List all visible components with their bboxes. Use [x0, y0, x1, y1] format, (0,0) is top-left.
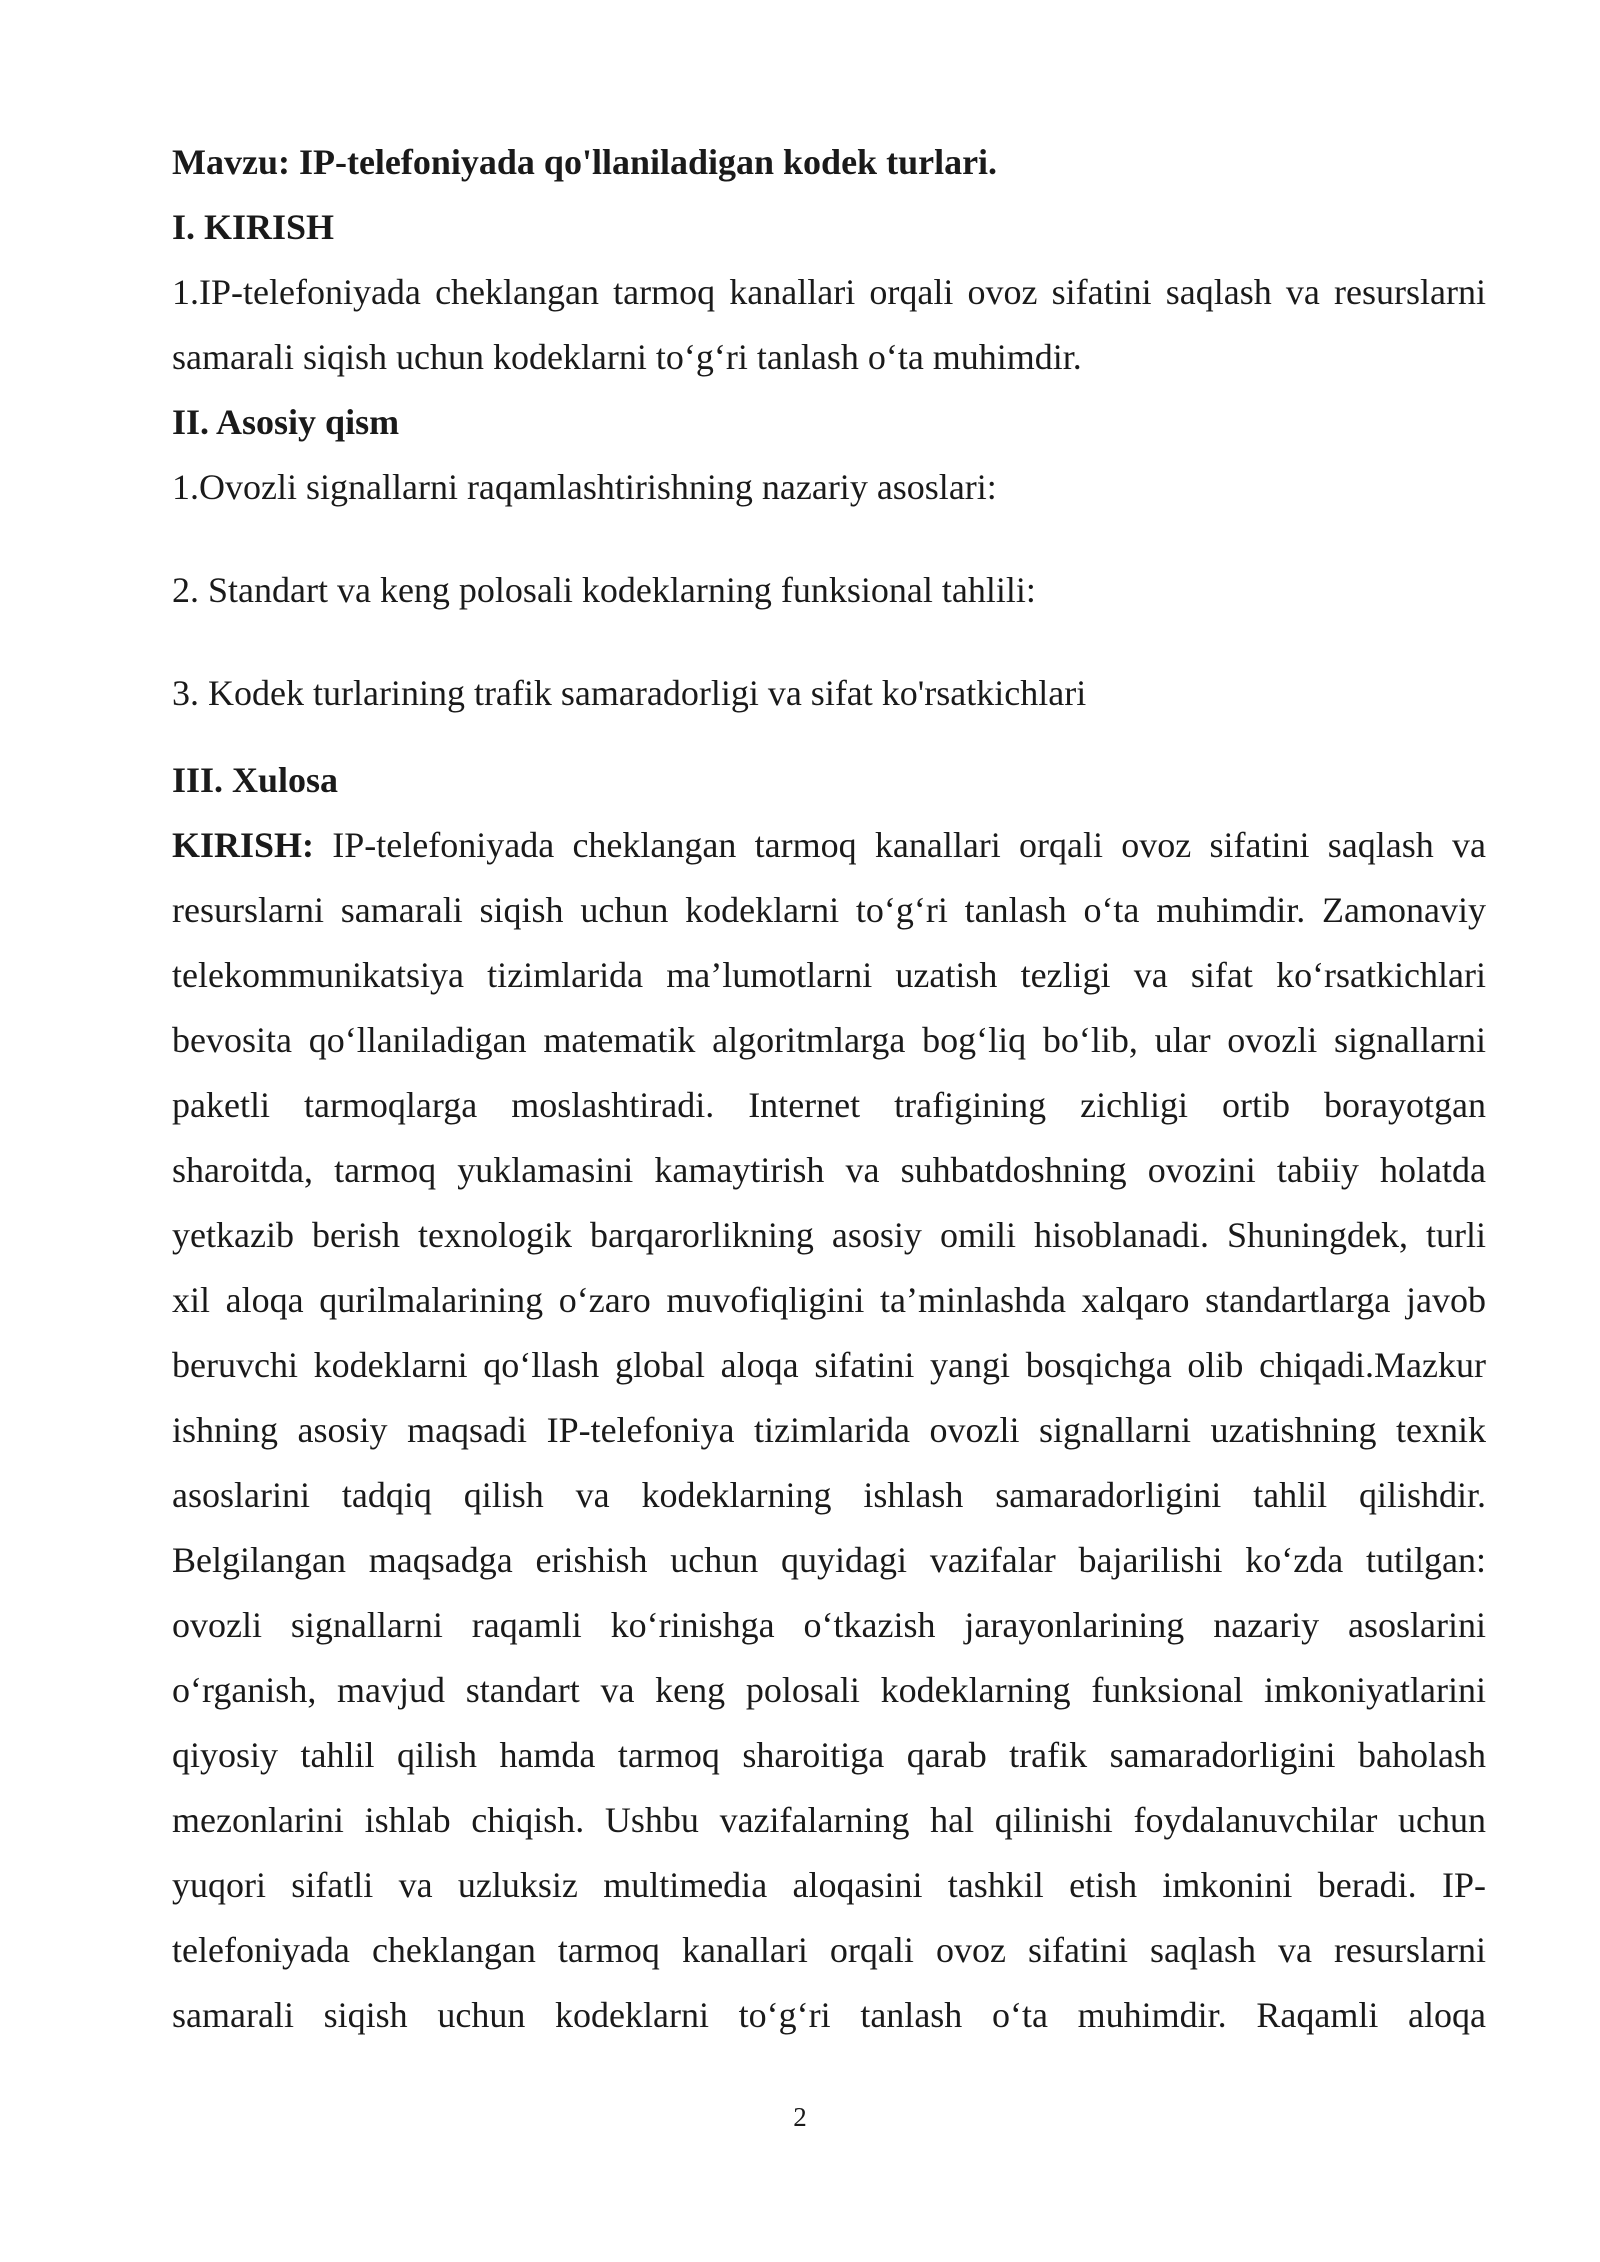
paragraph-line: paketli tarmoqlarga moslashtiradi. Internet trafigining zichligi ortib borayotgan — [172, 1085, 1486, 1125]
paragraph-line: bevosita qo‘llaniladigan matematik algoritmlarga bog‘liq bo‘lib, ular ovozli signallarni — [172, 1020, 1486, 1060]
outline-item-main-2: 2. Standart va keng polosali kodeklarning funksional tahlili: — [172, 570, 1036, 610]
paragraph-line: samarali siqish uchun kodeklarni to‘g‘ri tanlash o‘ta muhimdir. Raqamli aloqa — [172, 1995, 1486, 2035]
section-heading-introduction: I. KIRISH — [172, 207, 335, 247]
paragraph-line: o‘rganish, mavjud standart va keng polosali kodeklarning funksional imkoniyatlarini — [172, 1670, 1486, 1710]
page-number: 2 — [793, 2102, 807, 2132]
paragraph-line: asoslarini tadqiq qilish va kodeklarning ishlash samaradorligini tahlil qilishdir. — [172, 1475, 1486, 1515]
paragraph-line: ovozli signallarni raqamli ko‘rinishga o‘tkazish jarayonlarining nazariy asoslarini — [172, 1605, 1486, 1645]
topic-title: Mavzu: IP-telefoniyada qo'llaniladigan kodek turlari. — [172, 142, 998, 182]
outline-item-intro-line: samarali siqish uchun kodeklarni to‘g‘ri tanlash o‘ta muhimdir. — [172, 337, 1082, 377]
outline-item-intro-line: 1.IP-telefoniyada cheklangan tarmoq kanallari orqali ovoz sifatini saqlash va resurslarni — [172, 272, 1486, 312]
paragraph-line: qiyosiy tahlil qilish hamda tarmoq sharoitiga qarab trafik samaradorligini baholash — [172, 1735, 1486, 1775]
paragraph-line: ishning asosiy maqsadi IP-telefoniya tizimlarida ovozli signallarni uzatishning texnik — [172, 1410, 1486, 1450]
outline-item-main-3: 3. Kodek turlarining trafik samaradorligi va sifat ko'rsatkichlari — [172, 673, 1087, 713]
page-content — [172, 130, 1486, 2048]
introduction-label: KIRISH: — [172, 825, 315, 865]
spacer — [172, 520, 1486, 558]
section-heading-conclusion: III. Xulosa — [172, 760, 339, 800]
paragraph-line-text: IP-telefoniyada cheklangan tarmoq kanallari orqali ovoz sifatini saqlash va — [314, 825, 1486, 865]
paragraph-line: xil aloqa qurilmalarining o‘zaro muvofiqligini ta’minlashda xalqaro standartlarga javob — [172, 1280, 1486, 1320]
paragraph-line: Belgilangan maqsadga erishish uchun quyidagi vazifalar bajarilishi ko‘zda tutilgan: — [172, 1540, 1486, 1580]
paragraph-line: telefoniyada cheklangan tarmoq kanallari orqali ovoz sifatini saqlash va resurslarni — [172, 1930, 1486, 1970]
spacer — [172, 726, 1486, 748]
outline-item-main-1: 1.Ovozli signallarni raqamlashtirishning nazariy asoslari: — [172, 467, 997, 507]
introduction-paragraph — [172, 813, 1486, 2048]
paragraph-line: telekommunikatsiya tizimlarida ma’lumotlarni uzatish tezligi va sifat ko‘rsatkichlari — [172, 955, 1486, 995]
section-heading-main-part: II. Asosiy qism — [172, 402, 400, 442]
paragraph-line: sharoitda, tarmoq yuklamasini kamaytirish va suhbatdoshning ovozini tabiiy holatda — [172, 1150, 1486, 1190]
paragraph-line: beruvchi kodeklarni qo‘llash global aloqa sifatini yangi bosqichga olib chiqadi.Mazkur — [172, 1345, 1486, 1385]
paragraph-line: resurslarni samarali siqish uchun kodeklarni to‘g‘ri tanlash o‘ta muhimdir. Zamonaviy — [172, 890, 1486, 930]
paragraph-line — [172, 813, 1486, 878]
paragraph-line: yuqori sifatli va uzluksiz multimedia aloqasini tashkil etish imkonini beradi. IP- — [172, 1865, 1486, 1905]
paragraph-line: mezonlarini ishlab chiqish. Ushbu vazifalarning hal qilinishi foydalanuvchilar uchun — [172, 1800, 1486, 1840]
spacer — [172, 623, 1486, 661]
paragraph-line: yetkazib berish texnologik barqarorlikning asosiy omili hisoblanadi. Shuningdek, turli — [172, 1215, 1486, 1255]
